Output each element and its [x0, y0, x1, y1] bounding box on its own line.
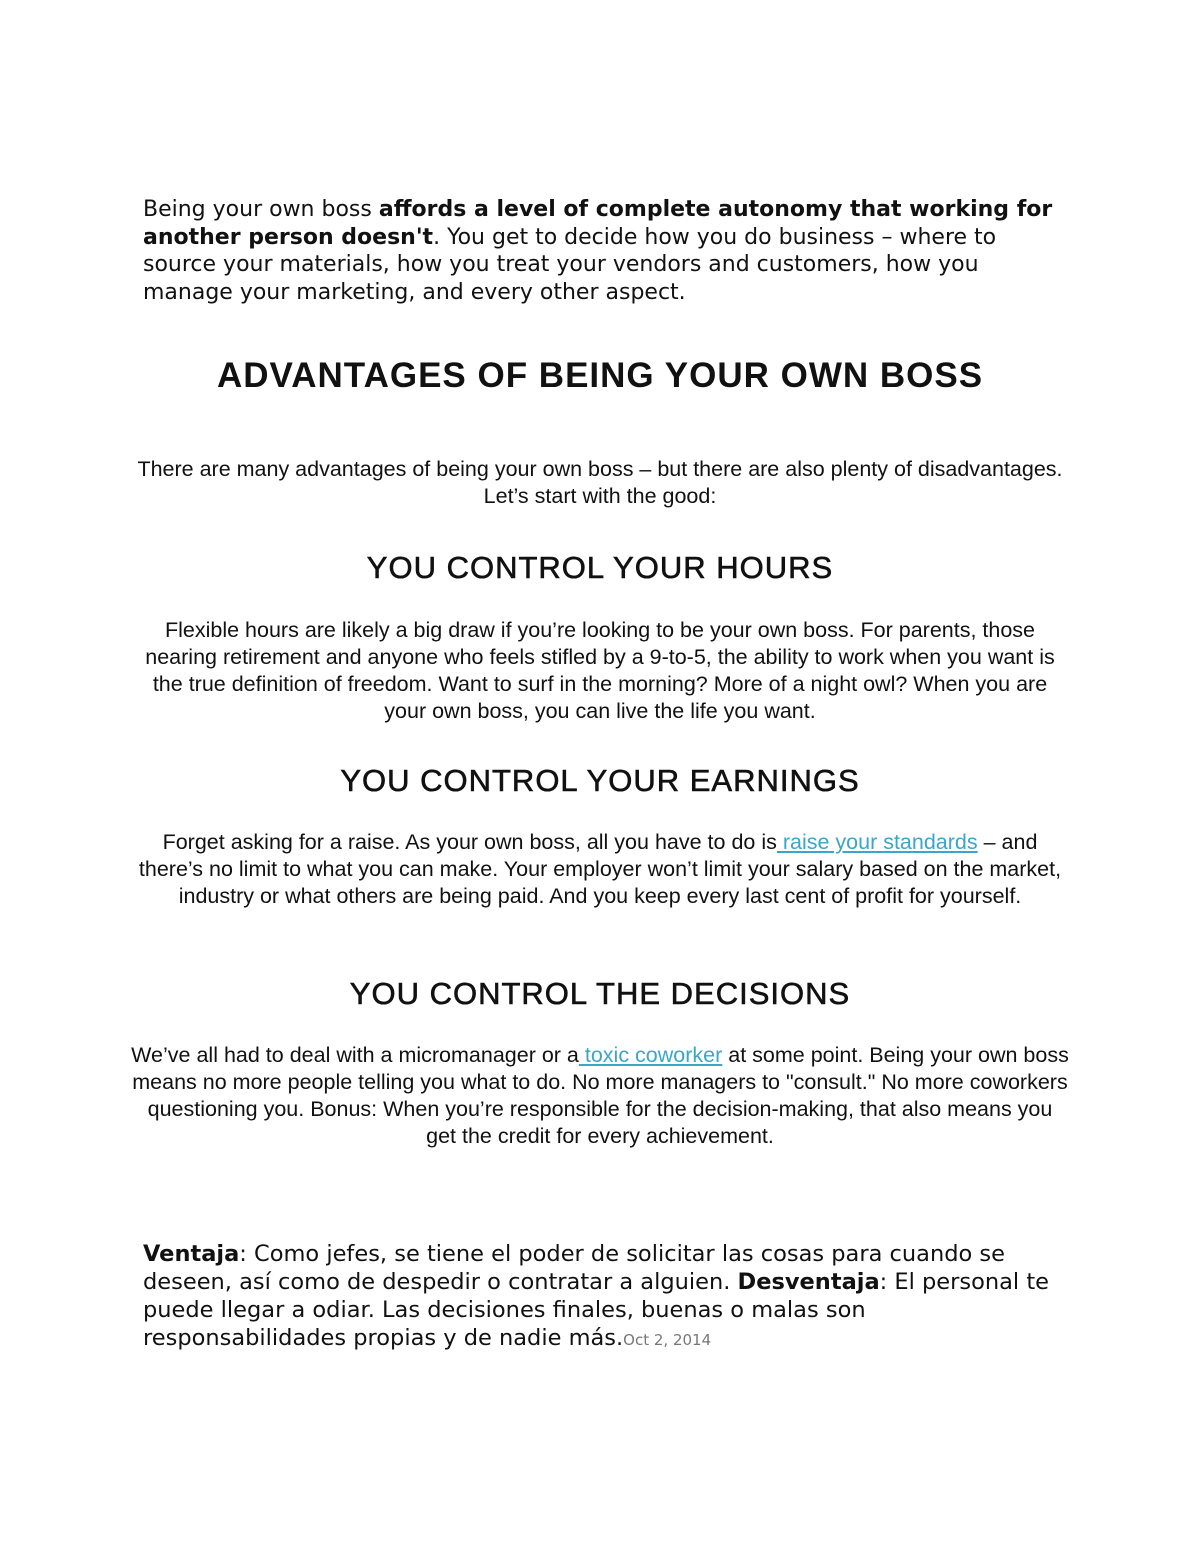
- section-body-earnings: [130, 829, 1070, 910]
- decisions-text-before: We’ve all had to deal with a micromanager or a: [131, 1043, 579, 1067]
- raise-standards-link[interactable]: raise your standards: [776, 830, 978, 854]
- earnings-text-before: Forget asking for a raise. As your own boss, all you have to do is: [162, 830, 777, 854]
- toxic-coworker-link[interactable]: toxic coworker: [578, 1043, 723, 1067]
- ventaja-label: Ventaja: [143, 1241, 240, 1267]
- ventaja-text: : Como jefes, se tiene el poder de solicitar las cosas para cuando se deseen, así como de despedir o contratar a alguien.: [143, 1241, 1005, 1295]
- section-heading-decisions: YOU CONTROL THE DECISIONS: [349, 976, 851, 1011]
- section-body-decisions: [130, 1042, 1070, 1150]
- date-stamp: Oct 2, 2014: [623, 1331, 712, 1349]
- main-heading: ADVANTAGES OF BEING YOUR OWN BOSS: [216, 356, 984, 395]
- desventaja-text: : El personal te puede llegar a odiar. Las decisiones finales, buenas o malas son responsabilidades propias y de nadie más.: [143, 1269, 1049, 1351]
- intro-text-start: Being your own boss: [143, 197, 379, 222]
- section-heading-hours: YOU CONTROL YOUR HOURS: [366, 550, 834, 585]
- intro-paragraph: [143, 196, 1063, 306]
- earnings-text-after: – and there’s no limit to what you can make. Your employer won’t limit your salary based on the market, industry or what others are being paid. And you keep every last cent of profit for yourself.: [138, 830, 1062, 908]
- desventaja-label: Desventaja: [737, 1269, 880, 1295]
- section-heading-earnings: YOU CONTROL YOUR EARNINGS: [340, 763, 860, 798]
- spanish-summary: [143, 1240, 1073, 1354]
- section-body-hours: Flexible hours are likely a big draw if you’re looking to be your own boss. For parents, those nearing retirement and anyone who feels stifled by a 9-to-5, the ability to work when you want is the true definition of freedom. Want to surf in the morning? More of a night owl? When you are your own boss, you can live the life you want.: [145, 618, 1055, 723]
- advantages-intro: There are many advantages of being your own boss – but there are also plenty of disadvantages. Let’s start with the good:: [137, 457, 1063, 508]
- intro-text-end: . You get to decide how you do business – where to source your materials, how you treat your vendors and customers, how you manage your marketing, and every other aspect.: [143, 224, 997, 305]
- intro-bold-text: affords a level of complete autonomy that working for another person doesn't: [143, 197, 1053, 250]
- decisions-text-after: at some point. Being your own boss means no more people telling you what to do. No more managers to "consult." No more coworkers questioning you. Bonus: When you’re responsible for the decision-making, that also means you get the credit for every achievement.: [132, 1043, 1069, 1148]
